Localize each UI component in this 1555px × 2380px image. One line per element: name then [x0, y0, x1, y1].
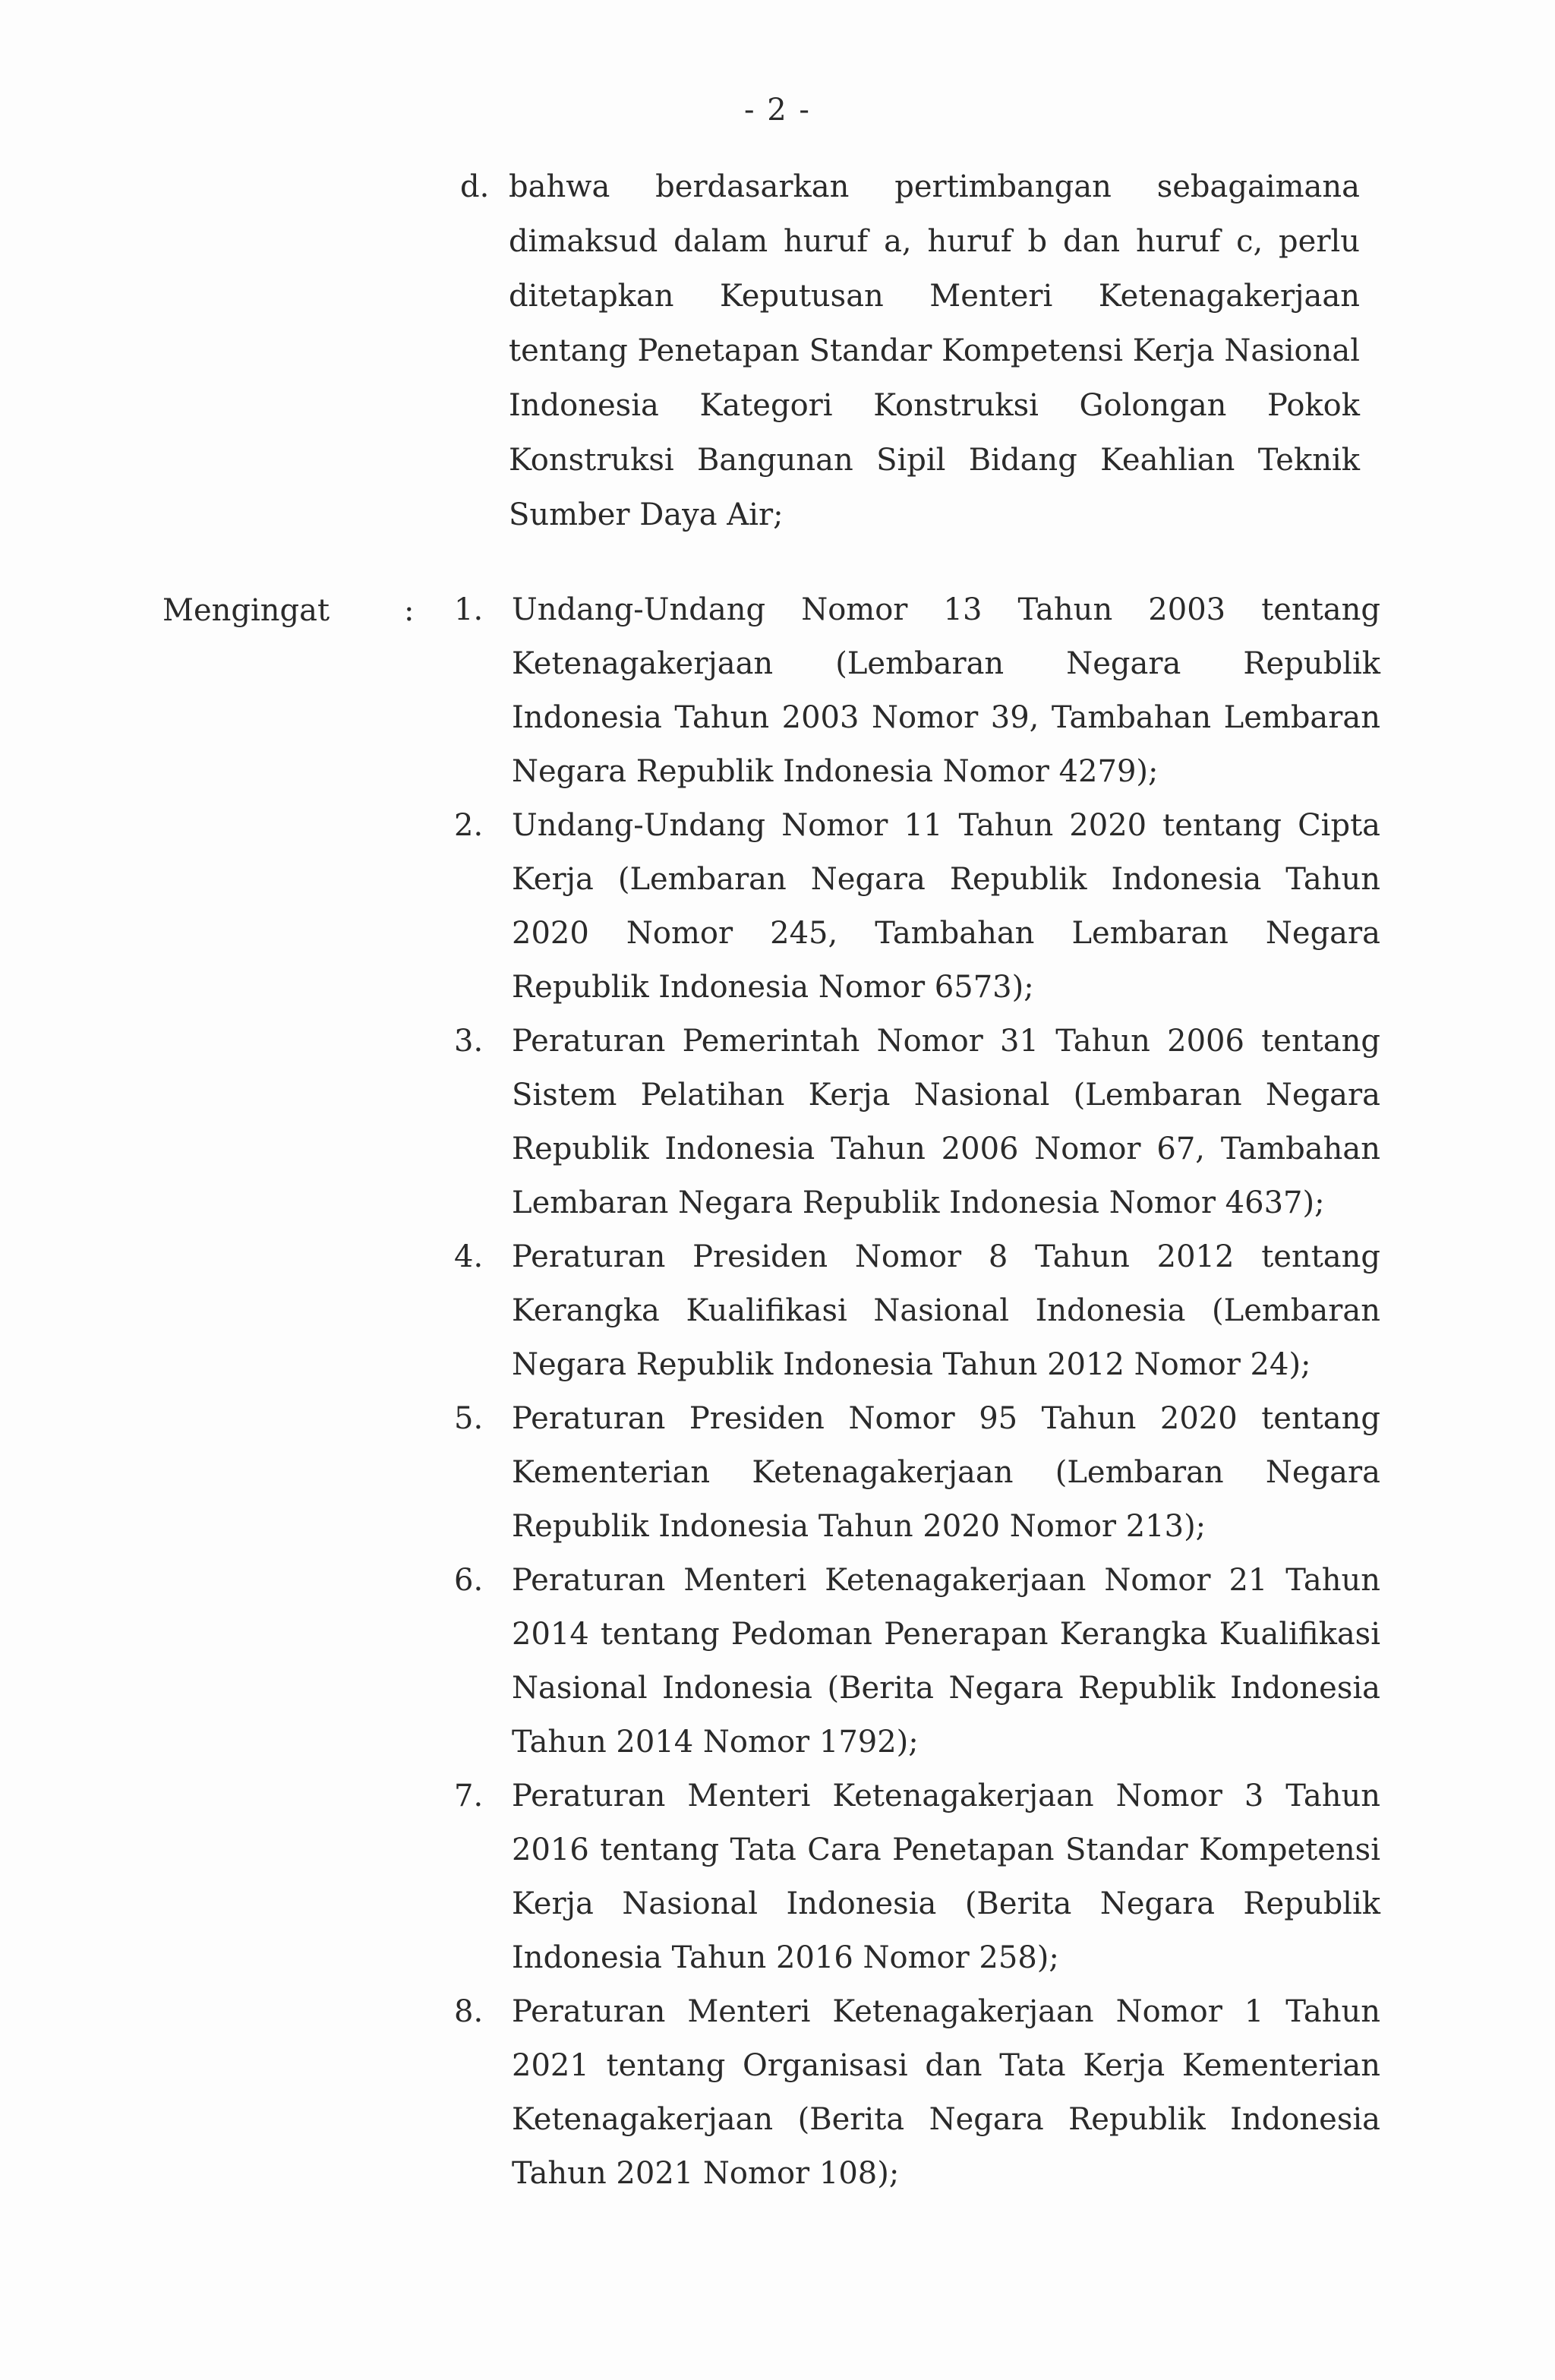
legal-basis-number: 3.: [454, 1024, 484, 1059]
legal-basis-text: Undang-Undang Nomor 11 Tahun 2020 tentang Cipta Kerja (Lembaran Negara Republik Indonesia Tahun 2020 Nomor 245, Tambahan Lembaran Negara Republik Indonesia Nomor 6573);: [512, 808, 1380, 1005]
mengingat-label: Mengingat: [162, 593, 330, 628]
legal-basis-number: 2.: [454, 808, 484, 843]
legal-basis-number: 6.: [454, 1563, 484, 1598]
legal-basis-number: 7.: [454, 1779, 484, 1813]
legal-basis-text: Peraturan Menteri Ketenagakerjaan Nomor 3 Tahun 2016 tentang Tata Cara Penetapan Standar Kompetensi Kerja Nasional Indonesia (Berita Negara Republik Indonesia Tahun 2016 Nomor 258);: [512, 1779, 1380, 1975]
legal-basis-item: [454, 1554, 1380, 1769]
legal-basis-item: [454, 1392, 1380, 1554]
legal-basis-text: Peraturan Menteri Ketenagakerjaan Nomor 21 Tahun 2014 tentang Pedoman Penerapan Kerangka Kualifikasi Nasional Indonesia (Berita Negara Republik Indonesia Tahun 2014 Nomor 1792);: [512, 1563, 1380, 1760]
legal-basis-item: [454, 1230, 1380, 1392]
legal-basis-item: [454, 799, 1380, 1015]
legal-basis-text: Peraturan Presiden Nomor 8 Tahun 2012 tentang Kerangka Kualifikasi Nasional Indonesia (Lembaran Negara Republik Indonesia Tahun 2012 Nomor 24);: [512, 1239, 1380, 1382]
legal-basis-number: 4.: [454, 1239, 484, 1274]
legal-basis-number: 1.: [454, 592, 484, 627]
legal-basis-text: Peraturan Presiden Nomor 95 Tahun 2020 tentang Kementerian Ketenagakerjaan (Lembaran Negara Republik Indonesia Tahun 2020 Nomor 213);: [512, 1401, 1380, 1544]
legal-basis-item: [454, 1015, 1380, 1230]
legal-basis-text: Undang-Undang Nomor 13 Tahun 2003 tentang Ketenagakerjaan (Lembaran Negara Republik Indonesia Tahun 2003 Nomor 39, Tambahan Lembaran Negara Republik Indonesia Nomor 4279);: [512, 592, 1380, 789]
legal-basis-item: [454, 583, 1380, 799]
considering-text: bahwa berdasarkan pertimbangan sebagaimana dimaksud dalam huruf a, huruf b dan huruf c, perlu ditetapkan Keputusan Menteri Ketenagakerjaan tentang Penetapan Standar Kompetensi Kerja Nasional Indonesia Kategori Konstruksi Golongan Pokok Konstruksi Bangunan Sipil Bidang Keahlian Teknik Sumber Daya Air;: [509, 169, 1360, 532]
considering-marker: d.: [460, 169, 490, 204]
legal-basis-item: [454, 1985, 1380, 2201]
mengingat-colon: :: [404, 593, 415, 628]
legal-basis-item: [454, 1769, 1380, 1985]
legal-basis-list: [454, 583, 1380, 2201]
legal-basis-text: Peraturan Menteri Ketenagakerjaan Nomor 1 Tahun 2021 tentang Organisasi dan Tata Kerja Kementerian Ketenagakerjaan (Berita Negara Republik Indonesia Tahun 2021 Nomor 108);: [512, 1994, 1380, 2191]
page-number: - 2 -: [744, 93, 811, 128]
legal-basis-text: Peraturan Pemerintah Nomor 31 Tahun 2006 tentang Sistem Pelatihan Kerja Nasional (Lembaran Negara Republik Indonesia Tahun 2006 Nomor 67, Tambahan Lembaran Negara Republik Indonesia Nomor 4637);: [512, 1024, 1380, 1220]
considering-item-d: [460, 159, 1360, 542]
legal-basis-number: 8.: [454, 1994, 484, 2029]
legal-basis-number: 5.: [454, 1401, 484, 1436]
